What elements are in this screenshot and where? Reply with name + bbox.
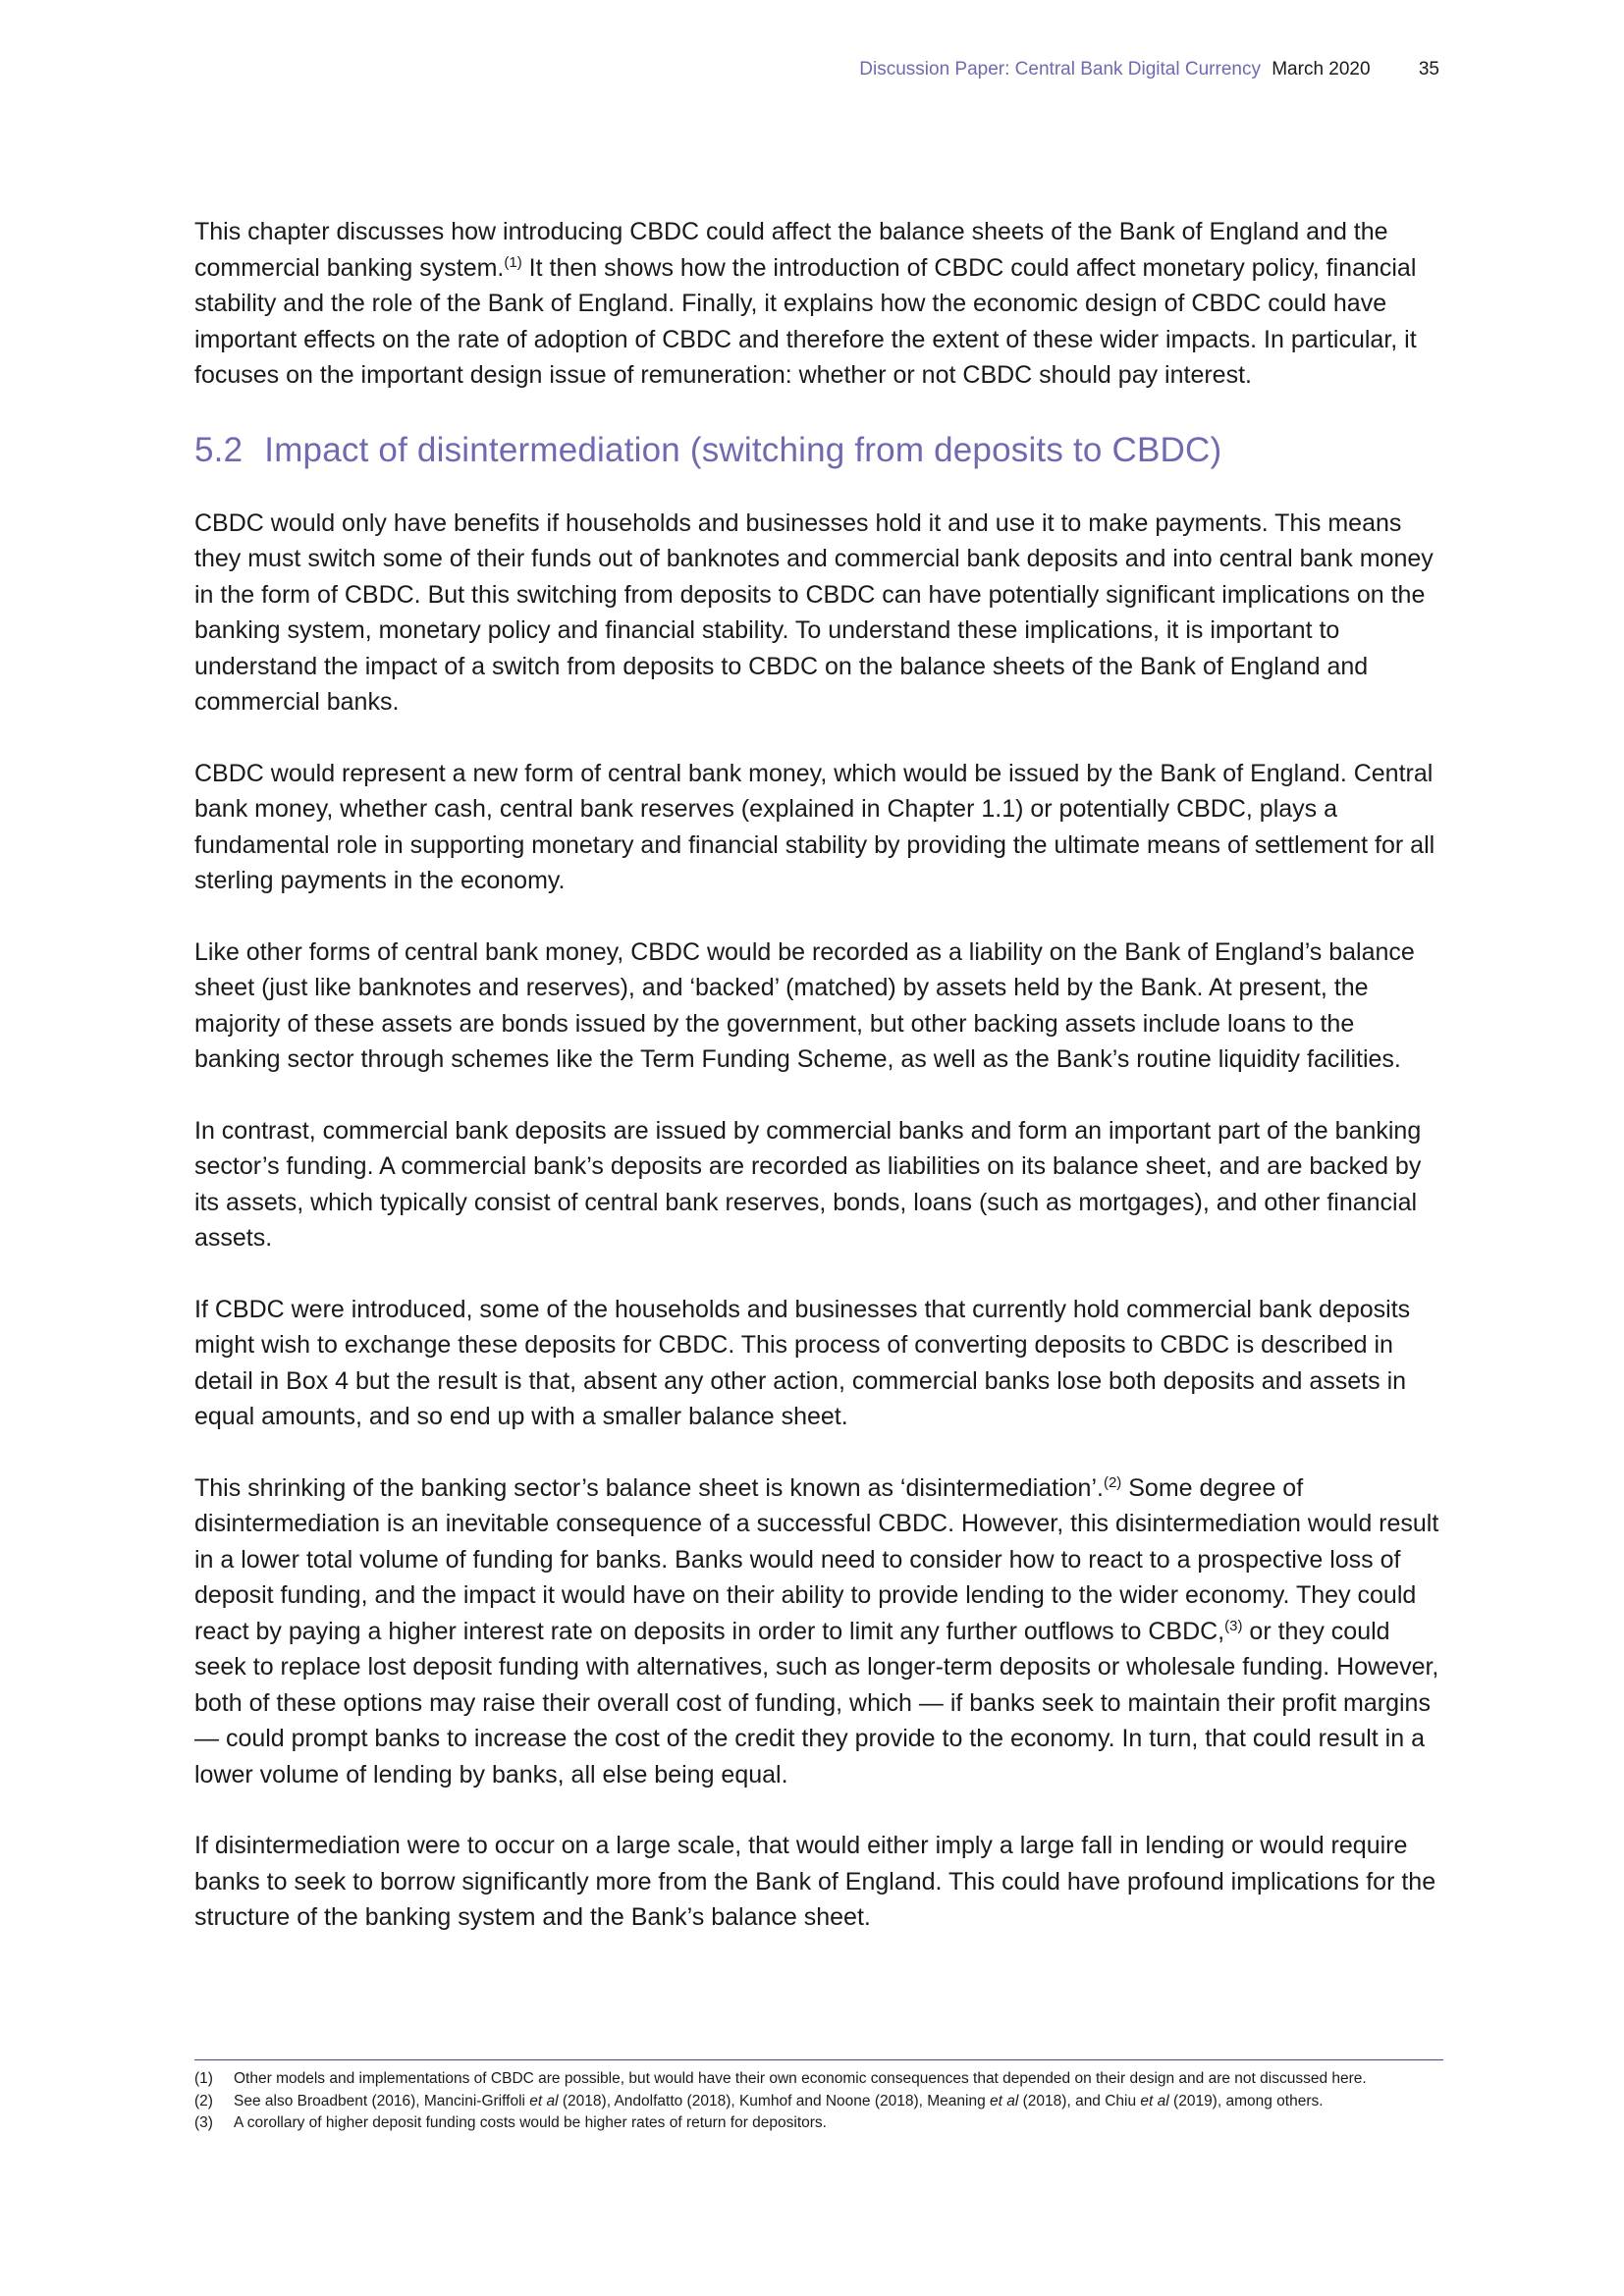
publication-date: March 2020 [1272,59,1371,80]
footnote-text: A corollary of higher deposit funding costs would be higher rates of return for depositors. [234,2114,827,2131]
paragraph-6: This shrinking of the banking sector’s balance sheet is known as ‘disintermediation’.$^{(2)}$ Some degree of disintermediation is an inevitable consequence of a successful CBDC. However, this disintermediation would result in a lower total volume of funding for banks. Banks would need to consider how to react to a prospective loss of deposit funding, and the impact it would have on their ability to provide lending to the wider economy. They could react by paying a higher interest rate on deposits in order to limit any further outflows to CBDC,$^{(3)}$ or they could seek to replace lost deposit funding with alternatives, such as longer-term deposits or wholesale funding. However, both of these options may raise their overall cost of funding, which — if banks seek to maintain their profit margins — could prompt banks to increase the cost of the credit they provide to the economy. In turn, that could result in a lower volume of lending by banks, all else being equal. [194,1473,1439,1789]
main-content [194,214,1443,1971]
paragraph-2: CBDC would represent a new form of central bank money, which would be issued by the Bank of England. Central bank money, whether cash, central bank reserves (explained in Chapter 1.1) or potentially CBDC, plays a fundamental role in supporting monetary and financial stability by providing the ultimate means of settlement for all sterling payments in the economy. [194,759,1435,894]
footnote-text: Other models and implementations of CBDC are possible, but would have their own economic consequences that depended on their design and are not discussed here. [234,2070,1367,2087]
publication-series: Discussion Paper: Central Bank Digital Currency [859,59,1261,80]
paragraph-5: If CBDC were introduced, some of the households and businesses that currently hold commercial bank deposits might wish to exchange these deposits for CBDC. This process of converting deposits to CBDC is described in detail in Box 4 but the result is that, absent any other action, commercial banks lose both deposits and assets in equal amounts, and so end up with a smaller balance sheet. [194,1295,1411,1430]
footnote-ref-2[interactable]: (2) [1103,1473,1122,1491]
footnote-mark: (1) [194,2070,213,2087]
footnote-mark: (3) [194,2114,213,2131]
paragraph-1: CBDC would only have benefits if households and businesses hold it and use it to make payments. This means they must switch some of their funds out of banknotes and commercial bank deposits and into central bank money in the form of CBDC. But this switching from deposits to CBDC can have potentially significant implications on the banking system, monetary policy and financial stability. To understand these implications, it is important to understand the impact of a switch from deposits to CBDC on the balance sheets of the Bank of England and commercial banks. [194,508,1434,716]
footnotes [194,2059,1443,2135]
footnote-mark: (2) [194,2092,213,2109]
intro-paragraph: This chapter discusses how introducing CBDC could affect the balance sheets of the Bank of England and the commercial banking system.$^{(1)}$ It then shows how the introduction of CBDC could affect monetary policy, financial stability and the role of the Bank of England. Finally, it explains how the economic design of CBDC could have important effects on the rate of adoption of CBDC and therefore the extent of these wider impacts. In particular, it focuses on the important design issue of remuneration: whether or not CBDC should pay interest. [194,218,1417,389]
footnote-2 [194,2091,1443,2113]
paragraph-4: In contrast, commercial bank deposits are issued by commercial banks and form an important part of the banking sector’s funding. A commercial bank’s deposits are recorded as liabilities on its balance sheet, and are backed by its assets, which typically consist of central bank reserves, bonds, loans (such as mortgages), and other financial assets. [194,1116,1422,1252]
footnote-1 [194,2068,1443,2091]
paragraph-7: If disintermediation were to occur on a large scale, that would either imply a large fall in lending or would require banks to seek to borrow significantly more from the Bank of England. This could have profound implications for the structure of the banking system and the Bank’s balance sheet. [194,1832,1436,1931]
running-header [859,59,1439,80]
footnote-ref-3[interactable]: (3) [1224,1617,1243,1634]
section-heading [194,429,1443,472]
footnote-3 [194,2112,1443,2135]
footnote-text: See also Broadbent (2016), Mancini-Griffoli et al (2018), Andolfatto (2018), Kumhof and Noone (2018), Meaning et al (2018), and Chiu et al (2019), among others. [234,2092,1324,2109]
footnote-ref-1[interactable]: (1) [504,253,522,271]
page-number: 35 [1418,59,1439,80]
section-title: Impact of disintermediation (switching from deposits to CBDC) [264,430,1222,469]
section-number: 5.2 [194,430,244,469]
paragraph-3: Like other forms of central bank money, CBDC would be recorded as a liability on the Bank of England’s balance sheet (just like banknotes and reserves), and ‘backed’ (matched) by assets held by the Bank. At present, the majority of these assets are bonds issued by the government, but other backing assets include loans to the banking sector through schemes like the Term Funding Scheme, as well as the Bank’s routine liquidity facilities. [194,937,1415,1073]
